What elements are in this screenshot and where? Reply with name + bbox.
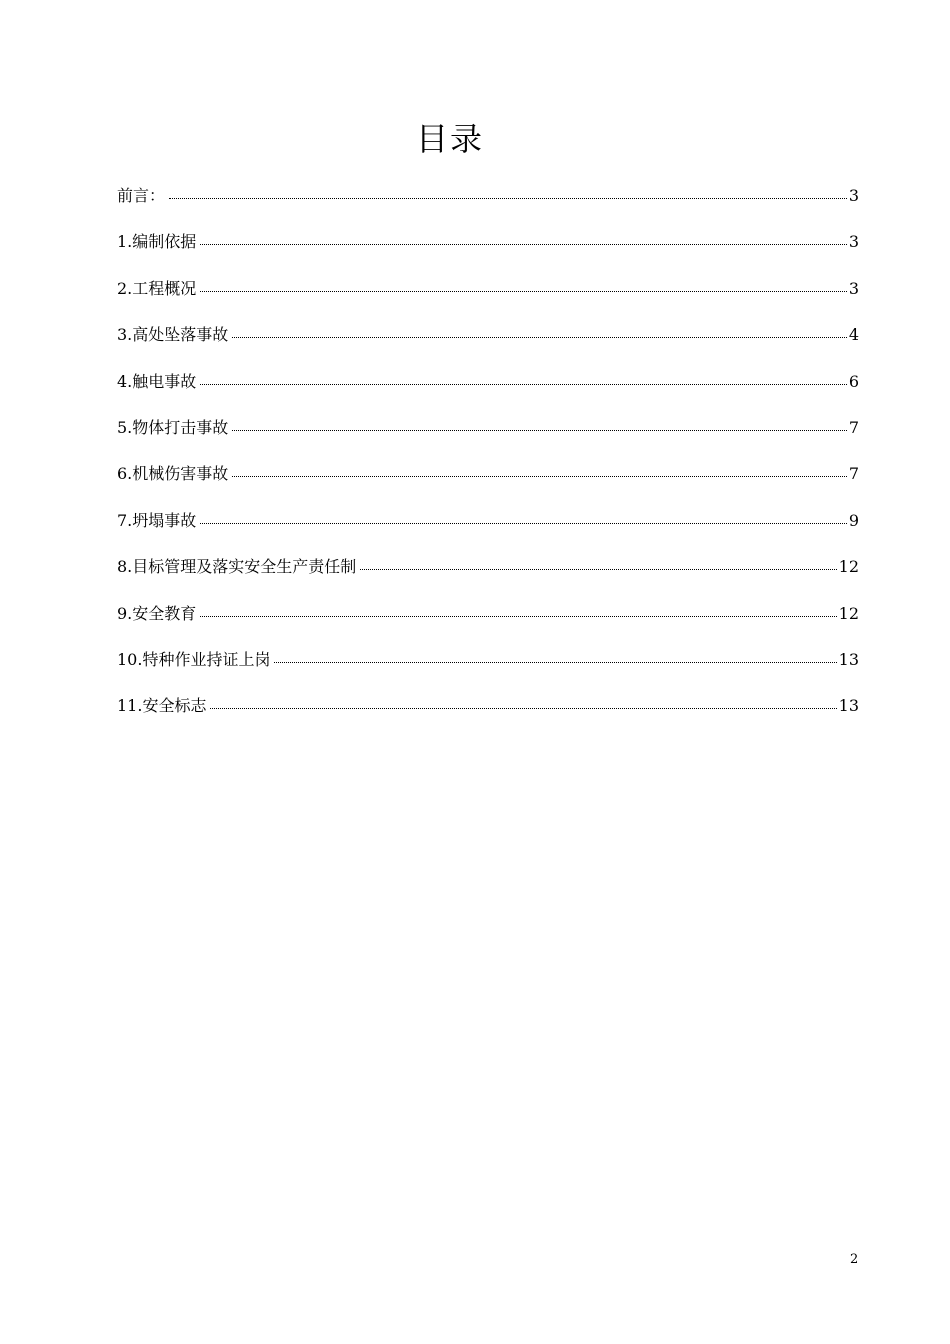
page-title: 目录 bbox=[415, 120, 484, 158]
toc-dot-leader bbox=[232, 463, 847, 479]
toc-entry[interactable] bbox=[117, 414, 859, 460]
toc-entry-label: 1.编制依据 bbox=[117, 232, 197, 252]
toc-dot-leader bbox=[200, 371, 847, 387]
toc-dot-leader bbox=[274, 649, 836, 665]
toc-dot-leader bbox=[200, 278, 847, 294]
toc-entry-label: 前言： bbox=[117, 186, 166, 205]
table-of-contents bbox=[117, 182, 859, 739]
toc-entry[interactable] bbox=[117, 275, 859, 321]
toc-entry[interactable] bbox=[117, 182, 859, 228]
toc-entry-page: 6 bbox=[848, 371, 859, 391]
toc-entry-page: 3 bbox=[848, 278, 859, 298]
toc-entry-label: 6.机械伤害事故 bbox=[117, 464, 229, 484]
toc-entry-page: 9 bbox=[848, 510, 859, 530]
page-number: 2 bbox=[850, 1252, 859, 1267]
toc-entry-page: 7 bbox=[848, 464, 859, 484]
toc-dot-leader bbox=[200, 231, 847, 247]
toc-entry-label: 10.特种作业持证上岗 bbox=[117, 649, 271, 669]
toc-dot-leader bbox=[200, 510, 847, 526]
toc-entry-label: 11.安全标志 bbox=[117, 696, 207, 716]
toc-entry-label: 9.安全教育 bbox=[117, 603, 197, 623]
toc-entry[interactable] bbox=[117, 646, 859, 692]
toc-entry-page: 13 bbox=[838, 649, 859, 669]
toc-entry[interactable] bbox=[117, 692, 859, 738]
toc-entry[interactable] bbox=[117, 507, 859, 553]
toc-entry-page: 4 bbox=[848, 325, 859, 345]
toc-entry[interactable] bbox=[117, 228, 859, 274]
toc-entry-page: 12 bbox=[838, 557, 859, 577]
toc-dot-leader bbox=[232, 417, 847, 433]
toc-dot-leader bbox=[360, 556, 836, 572]
toc-entry[interactable] bbox=[117, 553, 859, 599]
toc-entry[interactable] bbox=[117, 600, 859, 646]
toc-dot-leader bbox=[232, 324, 847, 340]
toc-entry-page: 3 bbox=[848, 232, 859, 252]
toc-entry[interactable] bbox=[117, 321, 859, 367]
toc-dot-leader bbox=[200, 603, 836, 619]
toc-dot-leader bbox=[169, 185, 847, 201]
toc-entry-page: 3 bbox=[848, 186, 859, 205]
toc-entry-page: 13 bbox=[838, 696, 859, 716]
toc-entry[interactable] bbox=[117, 460, 859, 506]
toc-entry-label: 3.高处坠落事故 bbox=[117, 325, 229, 345]
toc-entry-label: 4.触电事故 bbox=[117, 371, 197, 391]
toc-entry-label: 2.工程概况 bbox=[117, 278, 197, 298]
toc-entry-page: 7 bbox=[848, 417, 859, 437]
toc-dot-leader bbox=[210, 695, 836, 711]
toc-entry-label: 8.目标管理及落实安全生产责任制 bbox=[117, 557, 357, 577]
toc-entry-label: 7.坍塌事故 bbox=[117, 510, 197, 530]
toc-entry[interactable] bbox=[117, 368, 859, 414]
toc-entry-label: 5.物体打击事故 bbox=[117, 417, 229, 437]
toc-entry-page: 12 bbox=[838, 603, 859, 623]
